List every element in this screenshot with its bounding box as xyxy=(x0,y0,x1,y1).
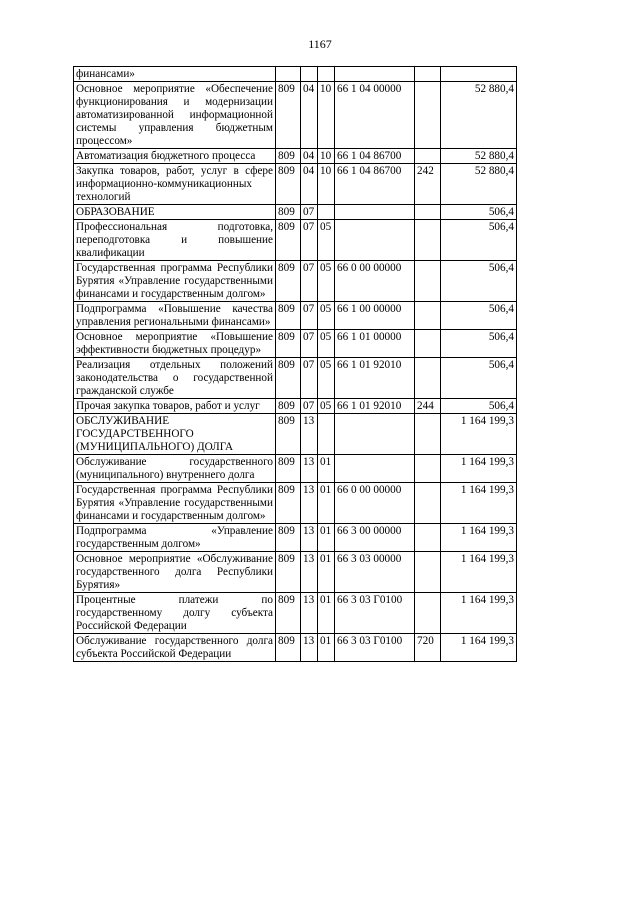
table-row xyxy=(74,220,517,261)
subsection-code-cell: 01 xyxy=(318,455,335,483)
subsection-code-cell: 05 xyxy=(318,220,335,261)
target-article-cell: 66 1 00 00000 xyxy=(335,302,415,330)
ministry-code-cell: 809 xyxy=(276,205,301,220)
subsection-code-cell: 10 xyxy=(318,164,335,205)
amount-cell: 1 164 199,3 xyxy=(441,634,517,662)
row-name-cell: Закупка товаров, работ, услуг в сфере информационно-коммуникационных технологий xyxy=(74,164,276,205)
ministry-code-cell xyxy=(276,67,301,82)
row-name-cell: Процентные платежи по государственному долгу субъекта Российской Федерации xyxy=(74,593,276,634)
row-name-cell: Обслуживание государственного долга субъекта Российской Федерации xyxy=(74,634,276,662)
table-row xyxy=(74,82,517,149)
amount-cell: 1 164 199,3 xyxy=(441,524,517,552)
amount-cell: 1 164 199,3 xyxy=(441,552,517,593)
ministry-code-cell: 809 xyxy=(276,414,301,455)
ministry-code-cell: 809 xyxy=(276,149,301,164)
target-article-cell: 66 3 03 00000 xyxy=(335,552,415,593)
expense-type-cell: 242 xyxy=(415,164,441,205)
table-body xyxy=(74,67,517,662)
ministry-code-cell: 809 xyxy=(276,302,301,330)
table-row xyxy=(74,524,517,552)
table-row xyxy=(74,358,517,399)
section-code-cell: 04 xyxy=(301,149,318,164)
row-name-cell: Государственная программа Республики Бурятия «Управление государственными финансами и государственным долгом» xyxy=(74,483,276,524)
subsection-code-cell: 05 xyxy=(318,358,335,399)
ministry-code-cell: 809 xyxy=(276,164,301,205)
table-row xyxy=(74,593,517,634)
table-row xyxy=(74,164,517,205)
ministry-code-cell: 809 xyxy=(276,399,301,414)
table-row xyxy=(74,552,517,593)
expense-type-cell xyxy=(415,524,441,552)
amount-cell: 506,4 xyxy=(441,358,517,399)
subsection-code-cell: 05 xyxy=(318,330,335,358)
section-code-cell: 13 xyxy=(301,593,318,634)
target-article-cell xyxy=(335,67,415,82)
target-article-cell: 66 1 04 86700 xyxy=(335,149,415,164)
expense-type-cell xyxy=(415,302,441,330)
subsection-code-cell xyxy=(318,205,335,220)
page-number: 1167 xyxy=(308,37,332,51)
ministry-code-cell: 809 xyxy=(276,483,301,524)
amount-cell: 506,4 xyxy=(441,302,517,330)
row-name-cell: Обслуживание государственного (муниципального) внутреннего долга xyxy=(74,455,276,483)
ministry-code-cell: 809 xyxy=(276,634,301,662)
row-name-cell: ОБРАЗОВАНИЕ xyxy=(74,205,276,220)
target-article-cell: 66 3 03 Г0100 xyxy=(335,634,415,662)
subsection-code-cell: 05 xyxy=(318,399,335,414)
row-name-cell: Подпрограмма «Управление государственным долгом» xyxy=(74,524,276,552)
target-article-cell: 66 0 00 00000 xyxy=(335,483,415,524)
row-name-cell: финансами» xyxy=(74,67,276,82)
table-row xyxy=(74,399,517,414)
row-name-cell: Государственная программа Республики Бурятия «Управление государственными финансами и государственным долгом» xyxy=(74,261,276,302)
subsection-code-cell: 05 xyxy=(318,261,335,302)
section-code-cell: 07 xyxy=(301,358,318,399)
row-name-cell: Основное мероприятие «Обеспечение функционирования и модернизации автоматизированной информационной системы управления бюджетным процессом» xyxy=(74,82,276,149)
expense-type-cell xyxy=(415,149,441,164)
amount-cell: 506,4 xyxy=(441,330,517,358)
target-article-cell: 66 1 01 92010 xyxy=(335,399,415,414)
section-code-cell: 07 xyxy=(301,261,318,302)
target-article-cell: 66 0 00 00000 xyxy=(335,261,415,302)
expense-type-cell xyxy=(415,82,441,149)
amount-cell: 506,4 xyxy=(441,261,517,302)
subsection-code-cell: 01 xyxy=(318,634,335,662)
table-row xyxy=(74,330,517,358)
section-code-cell: 13 xyxy=(301,552,318,593)
ministry-code-cell: 809 xyxy=(276,455,301,483)
table-row xyxy=(74,634,517,662)
expense-type-cell: 720 xyxy=(415,634,441,662)
table-row xyxy=(74,455,517,483)
ministry-code-cell: 809 xyxy=(276,524,301,552)
subsection-code-cell: 01 xyxy=(318,593,335,634)
expense-type-cell xyxy=(415,593,441,634)
ministry-code-cell: 809 xyxy=(276,82,301,149)
subsection-code-cell: 01 xyxy=(318,524,335,552)
target-article-cell xyxy=(335,455,415,483)
subsection-code-cell: 01 xyxy=(318,483,335,524)
amount-cell: 506,4 xyxy=(441,399,517,414)
target-article-cell: 66 1 04 00000 xyxy=(335,82,415,149)
section-code-cell xyxy=(301,67,318,82)
amount-cell: 506,4 xyxy=(441,220,517,261)
row-name-cell: ОБСЛУЖИВАНИЕ ГОСУДАРСТВЕННОГО (МУНИЦИПАЛЬНОГО) ДОЛГА xyxy=(74,414,276,455)
expense-type-cell xyxy=(415,358,441,399)
subsection-code-cell: 10 xyxy=(318,82,335,149)
expense-type-cell xyxy=(415,220,441,261)
section-code-cell: 13 xyxy=(301,634,318,662)
target-article-cell: 66 3 00 00000 xyxy=(335,524,415,552)
amount-cell: 1 164 199,3 xyxy=(441,483,517,524)
target-article-cell xyxy=(335,205,415,220)
expense-type-cell xyxy=(415,414,441,455)
target-article-cell: 66 1 04 86700 xyxy=(335,164,415,205)
subsection-code-cell: 10 xyxy=(318,149,335,164)
target-article-cell: 66 1 01 00000 xyxy=(335,330,415,358)
expense-type-cell: 244 xyxy=(415,399,441,414)
expense-type-cell xyxy=(415,67,441,82)
table-row xyxy=(74,261,517,302)
section-code-cell: 04 xyxy=(301,164,318,205)
row-name-cell: Прочая закупка товаров, работ и услуг xyxy=(74,399,276,414)
section-code-cell: 04 xyxy=(301,82,318,149)
subsection-code-cell xyxy=(318,414,335,455)
amount-cell: 52 880,4 xyxy=(441,164,517,205)
section-code-cell: 07 xyxy=(301,330,318,358)
table-row xyxy=(74,414,517,455)
ministry-code-cell: 809 xyxy=(276,358,301,399)
target-article-cell xyxy=(335,220,415,261)
table-row xyxy=(74,67,517,82)
expense-type-cell xyxy=(415,483,441,524)
table-row xyxy=(74,149,517,164)
table-row xyxy=(74,205,517,220)
target-article-cell xyxy=(335,414,415,455)
amount-cell: 1 164 199,3 xyxy=(441,455,517,483)
row-name-cell: Реализация отдельных положений законодательства о государственной гражданской службе xyxy=(74,358,276,399)
amount-cell: 1 164 199,3 xyxy=(441,414,517,455)
ministry-code-cell: 809 xyxy=(276,593,301,634)
expense-type-cell xyxy=(415,455,441,483)
expense-type-cell xyxy=(415,205,441,220)
ministry-code-cell: 809 xyxy=(276,330,301,358)
target-article-cell: 66 3 03 Г0100 xyxy=(335,593,415,634)
section-code-cell: 07 xyxy=(301,302,318,330)
amount-cell: 52 880,4 xyxy=(441,82,517,149)
row-name-cell: Профессиональная подготовка, переподготовка и повышение квалификации xyxy=(74,220,276,261)
row-name-cell: Автоматизация бюджетного процесса xyxy=(74,149,276,164)
subsection-code-cell: 05 xyxy=(318,302,335,330)
section-code-cell: 07 xyxy=(301,220,318,261)
expense-type-cell xyxy=(415,330,441,358)
section-code-cell: 07 xyxy=(301,205,318,220)
subsection-code-cell xyxy=(318,67,335,82)
target-article-cell: 66 1 01 92010 xyxy=(335,358,415,399)
expense-type-cell xyxy=(415,552,441,593)
row-name-cell: Подпрограмма «Повышение качества управления региональными финансами» xyxy=(74,302,276,330)
ministry-code-cell: 809 xyxy=(276,220,301,261)
table-row xyxy=(74,483,517,524)
expense-type-cell xyxy=(415,261,441,302)
amount-cell xyxy=(441,67,517,82)
section-code-cell: 13 xyxy=(301,414,318,455)
ministry-code-cell: 809 xyxy=(276,552,301,593)
amount-cell: 52 880,4 xyxy=(441,149,517,164)
subsection-code-cell: 01 xyxy=(318,552,335,593)
section-code-cell: 13 xyxy=(301,455,318,483)
ministry-code-cell: 809 xyxy=(276,261,301,302)
row-name-cell: Основное мероприятие «Обслуживание государственного долга Республики Бурятия» xyxy=(74,552,276,593)
row-name-cell: Основное мероприятие «Повышение эффективности бюджетных процедур» xyxy=(74,330,276,358)
section-code-cell: 07 xyxy=(301,399,318,414)
budget-table xyxy=(73,66,517,662)
amount-cell: 1 164 199,3 xyxy=(441,593,517,634)
amount-cell: 506,4 xyxy=(441,205,517,220)
table-row xyxy=(74,302,517,330)
section-code-cell: 13 xyxy=(301,483,318,524)
section-code-cell: 13 xyxy=(301,524,318,552)
